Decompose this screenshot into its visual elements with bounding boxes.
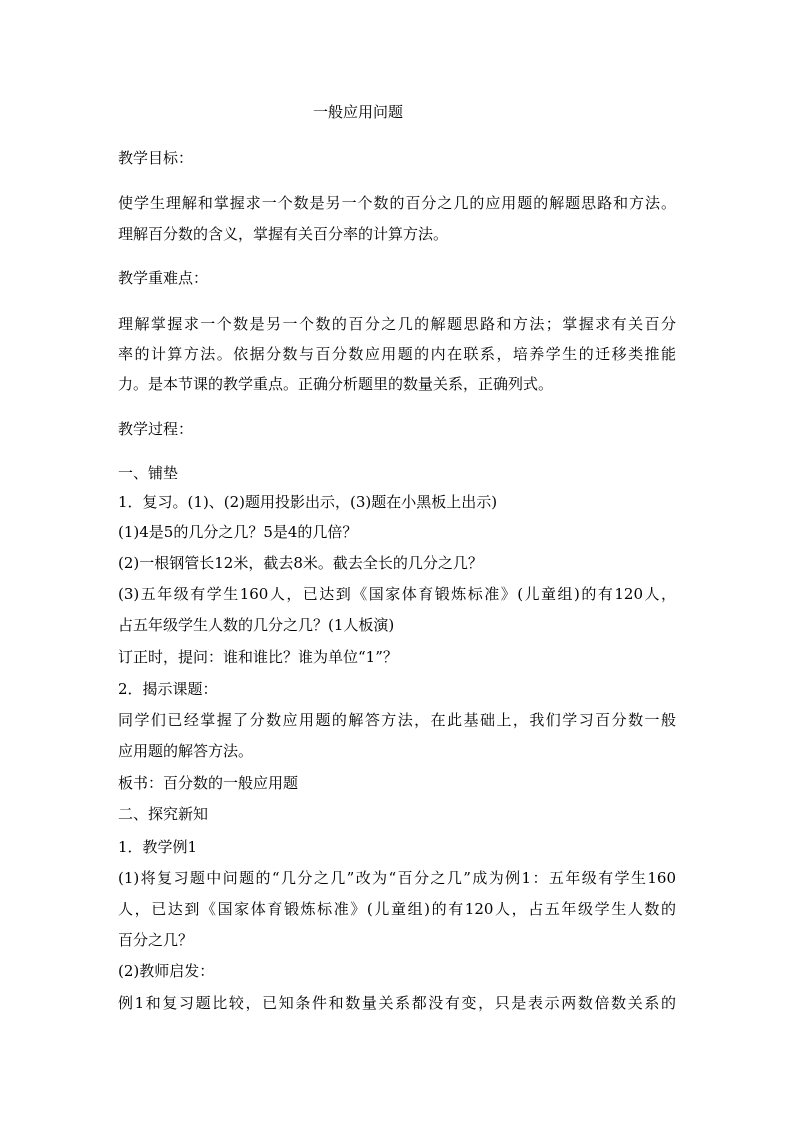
paragraph-line: 百分之几？ xyxy=(118,931,194,949)
document-title: 一般应用问题 xyxy=(313,103,404,121)
paragraph-line: 板书：百分数的一般应用题 xyxy=(118,774,299,792)
paragraph-line: 例1和复习题比较，已知条件和数量关系都没有变，只是表示两数倍数关系的 xyxy=(118,994,676,1012)
paragraph-line: (1)4是5的几分之几？5是4的几倍？ xyxy=(118,523,358,541)
paragraph-line: 使学生理解和掌握求一个数是另一个数的百分之几的应用题的解题思路和方法。 xyxy=(118,194,676,212)
paragraph-line: 同学们已经掌握了分数应用题的解答方法，在此基础上，我们学习百分数一般 xyxy=(118,711,676,729)
subsection-heading: 一、铺垫 xyxy=(118,464,179,482)
paragraph-line: 占五年级学生人数的几分之几？(1人板演) xyxy=(118,616,395,634)
paragraph-line: 1．复习。(1)、(2)题用投影出示，(3)题在小黑板上出示) xyxy=(118,493,498,511)
paragraph-line: (2)一根钢管长12米，截去8米。截去全长的几分之几？ xyxy=(118,554,483,572)
paragraph-line: 人，已达到《国家体育锻炼标准》(儿童组)的有120人，占五年级学生人数的 xyxy=(118,900,676,918)
paragraph-line: 力。是本节课的教学重点。正确分析题里的数量关系，正确列式。 xyxy=(118,375,554,393)
paragraph-line: 订正时，提问：谁和谁比？谁为单位“1”？ xyxy=(118,648,398,666)
paragraph-line: (1)将复习题中问题的“几分之几”改为“百分之几”成为例1：五年级有学生160 xyxy=(118,869,676,887)
paragraph-line: 2．揭示课题： xyxy=(118,680,218,698)
section-heading-key-points: 教学重难点： xyxy=(118,269,209,287)
section-heading-objectives: 教学目标： xyxy=(118,149,194,167)
paragraph-line: (2)教师启发： xyxy=(118,962,215,980)
paragraph-line: 率的计算方法。依据分数与百分数应用题的内在联系，培养学生的迁移类推能 xyxy=(118,345,676,363)
section-heading-process: 教学过程： xyxy=(118,420,194,438)
paragraph-line: 1．教学例1 xyxy=(118,838,198,856)
paragraph-line: 应用题的解答方法。 xyxy=(118,742,254,760)
paragraph-line: 理解掌握求一个数是另一个数的百分之几的解题思路和方法；掌握求有关百分 xyxy=(118,315,676,333)
paragraph-line: 理解百分数的含义，掌握有关百分率的计算方法。 xyxy=(118,225,449,243)
subsection-heading: 二、探究新知 xyxy=(118,805,209,823)
paragraph-line: (3)五年级有学生160人，已达到《国家体育锻炼标准》(儿童组)的有120人， xyxy=(118,585,676,603)
